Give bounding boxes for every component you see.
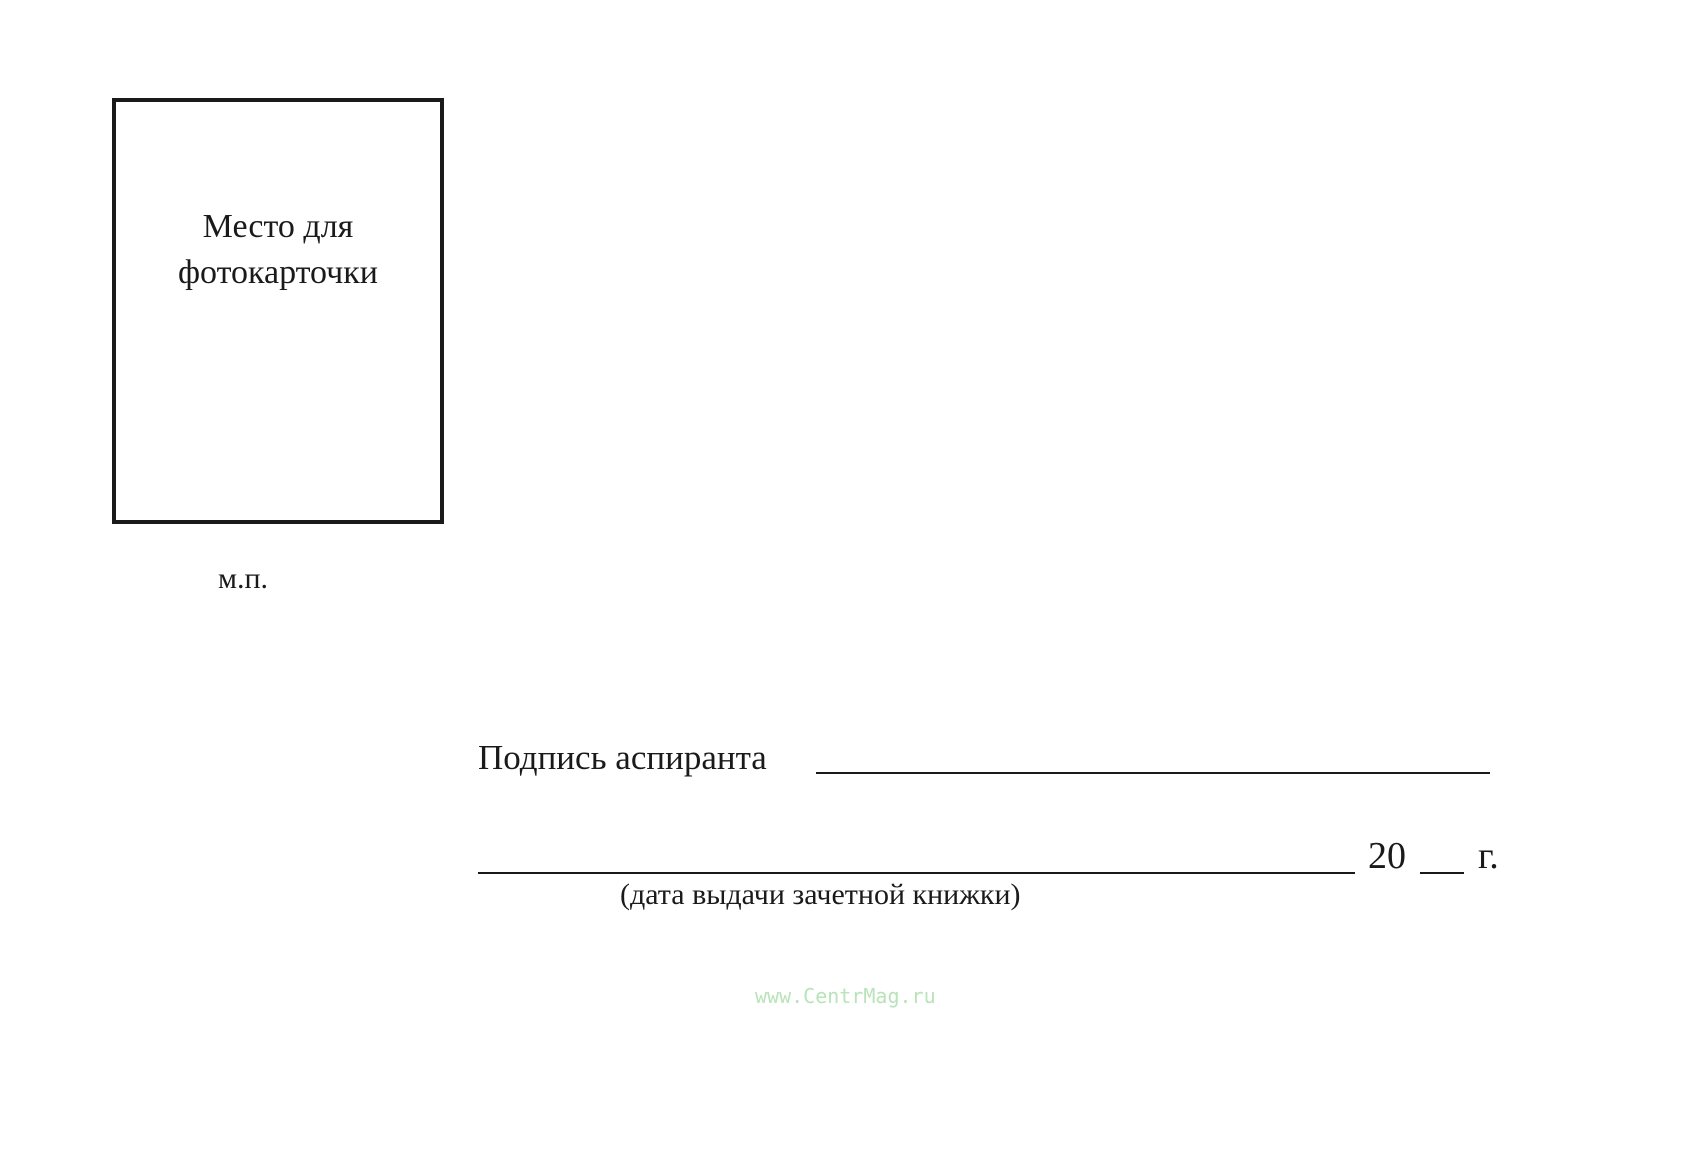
signature-line[interactable] — [816, 772, 1490, 774]
photo-placeholder — [112, 98, 444, 524]
issue-year-suffix: г. — [1478, 835, 1499, 877]
watermark: www.CentrMag.ru — [755, 984, 936, 1008]
issue-date-line[interactable] — [478, 872, 1355, 874]
photo-label-line2: фотокарточки — [178, 254, 378, 291]
photo-placeholder-label — [116, 204, 440, 296]
issue-year-line[interactable] — [1420, 872, 1464, 874]
signature-field — [478, 734, 1490, 784]
issue-date-caption: (дата выдачи зачетной книжки) — [620, 878, 1021, 911]
photo-label-line1: Место для — [202, 208, 354, 245]
issue-year-century: 20 — [1368, 835, 1406, 877]
stamp-place-label: м.п. — [218, 562, 269, 595]
signature-label: Подпись аспиранта — [478, 738, 767, 777]
